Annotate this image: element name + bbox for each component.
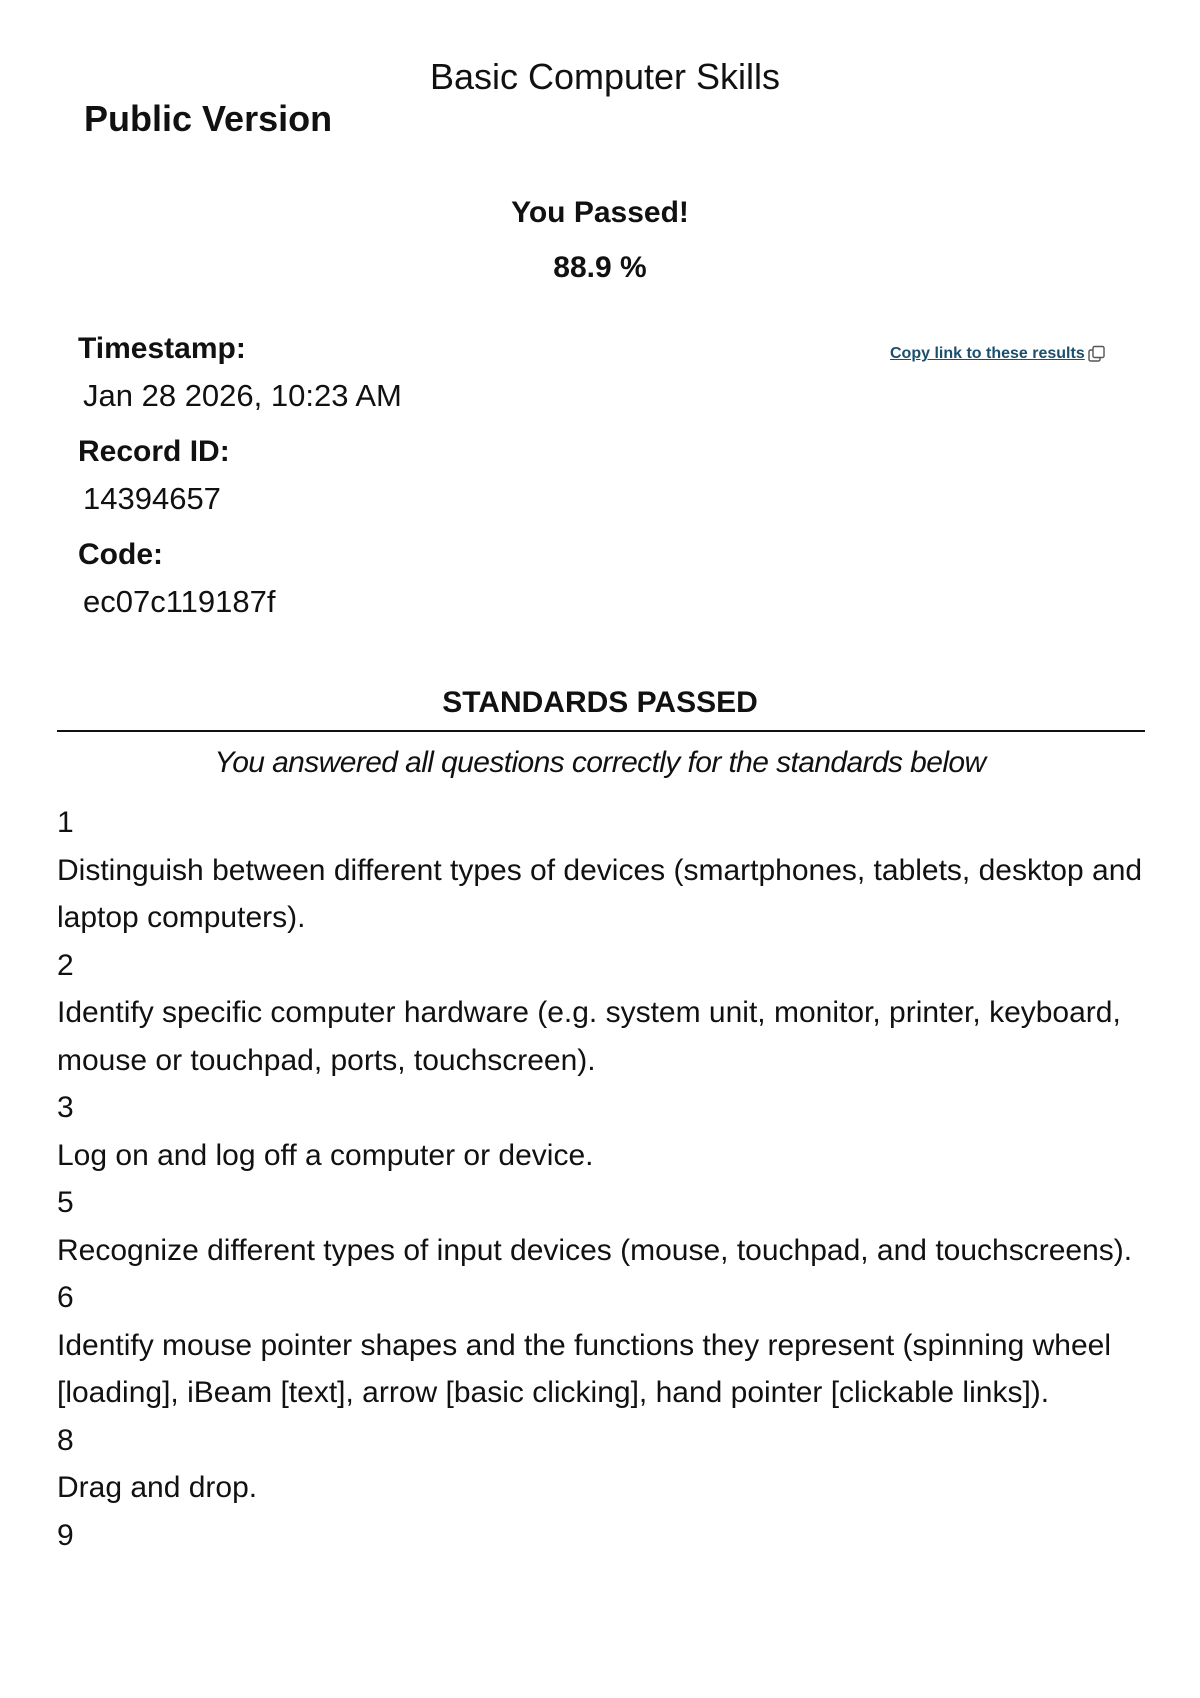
timestamp-value: Jan 28 2026, 10:23 AM xyxy=(83,378,402,413)
standard-item xyxy=(57,1274,1157,1417)
public-version-label: Public Version xyxy=(84,98,333,139)
copy-results-link[interactable] xyxy=(890,345,1106,363)
standard-number: 5 xyxy=(57,1186,74,1219)
code-value: ec07c119187f xyxy=(83,584,276,619)
page-title: Basic Computer Skills xyxy=(429,56,781,97)
record-id-value: 14394657 xyxy=(83,481,221,516)
standard-text: Log on and log off a computer or device. xyxy=(57,1138,594,1172)
standard-item xyxy=(57,1417,1157,1512)
result-score: 88.9 % xyxy=(553,251,647,284)
standard-number: 8 xyxy=(57,1423,74,1457)
timestamp-label: Timestamp: xyxy=(78,332,246,365)
result-status: You Passed! xyxy=(511,196,689,229)
standard-item xyxy=(57,1512,1157,1560)
standard-number: 9 xyxy=(57,1518,74,1552)
standard-number: 6 xyxy=(57,1281,74,1314)
standard-item xyxy=(57,1084,1157,1179)
standards-subtitle: You answered all questions correctly for the standards below xyxy=(214,746,986,779)
copy-icon xyxy=(1088,345,1106,363)
section-divider xyxy=(57,730,1145,732)
standard-text: Drag and drop. xyxy=(57,1471,258,1504)
standard-item xyxy=(57,942,1157,1085)
standards-list xyxy=(57,799,1157,1559)
standard-number: 3 xyxy=(57,1091,74,1124)
standard-item xyxy=(57,799,1157,942)
standard-text: Identify mouse pointer shapes and the functions they represent (spinning wheel [loading], iBeam [text], arrow [basic clicking], hand pointer [clickable links]). xyxy=(57,1328,1111,1409)
standard-number: 1 xyxy=(57,806,74,839)
standard-text: Identify specific computer hardware (e.g. system unit, monitor, printer, keyboard, mouse or touchpad, ports, touchscreen). xyxy=(57,996,1121,1077)
standard-number: 2 xyxy=(57,948,74,982)
record-id-label: Record ID: xyxy=(78,435,230,468)
standard-text: Recognize different types of input devices (mouse, touchpad, and touchscreens). xyxy=(57,1233,1133,1267)
standards-heading: STANDARDS PASSED xyxy=(442,686,758,719)
copy-link-label: Copy link to these results xyxy=(890,345,1085,362)
standard-item xyxy=(57,1179,1157,1274)
standard-text: Distinguish between different types of devices (smartphones, tablets, desktop and laptop computers). xyxy=(57,853,1143,934)
code-label: Code: xyxy=(78,538,163,571)
